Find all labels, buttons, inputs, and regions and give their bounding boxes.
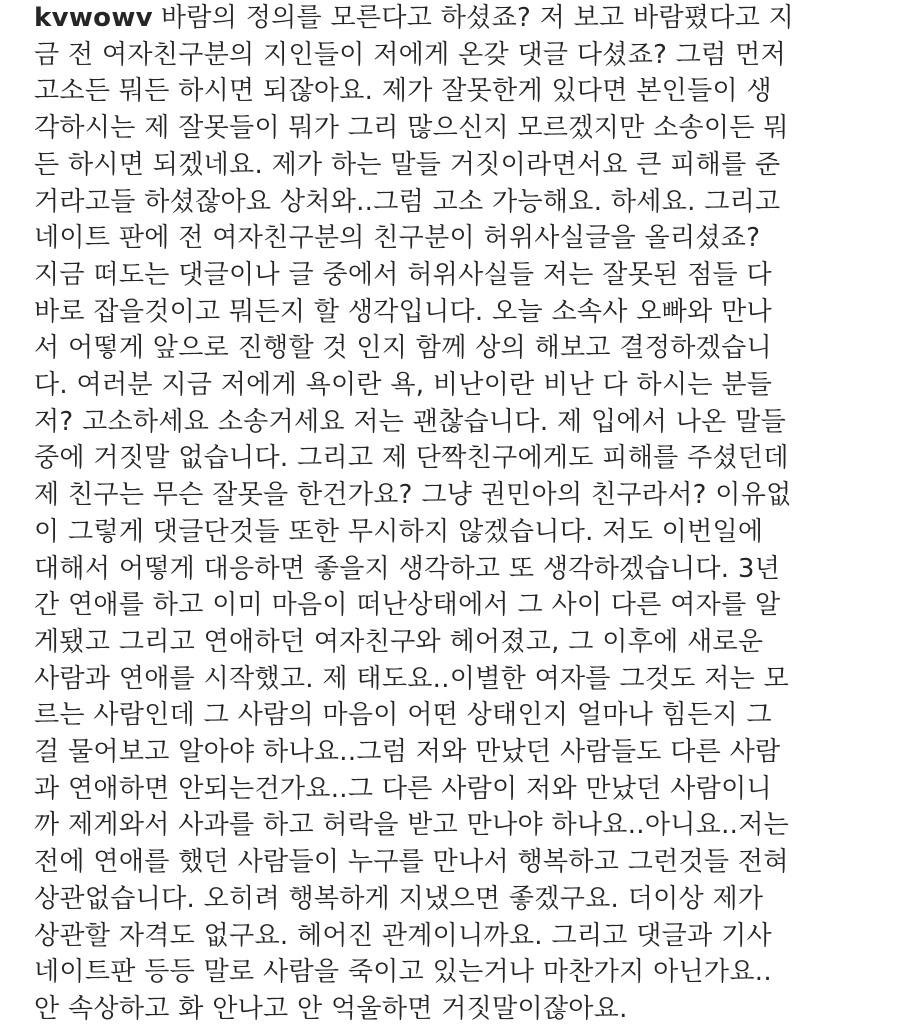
caption-line: 대해서 어떻게 대응하면 좋을지 생각하고 또 생각하겠습니다. 3년 bbox=[34, 553, 781, 584]
caption-line: 금 전 여자친구분의 지인들이 저에게 온갖 댓글 다셨죠? 그럼 먼저 bbox=[34, 39, 786, 70]
caption-line: 걸 물어보고 알아야 하나요..그럼 저와 만났던 사람들도 다른 사람 bbox=[34, 737, 781, 767]
caption-line: 다. 여러분 지금 저에게 욕이란 욕, 비난이란 비난 다 하시는 분들 bbox=[34, 370, 773, 400]
caption-line: 서 어떻게 앞으로 진행할 것 인지 함께 상의 해보고 결정하겠습니 bbox=[34, 333, 772, 364]
caption-line: 바로 잡을것이고 뭐든지 할 생각입니다. 오늘 소속사 오빠와 만나 bbox=[34, 296, 772, 327]
caption-line: 안 속상하고 화 안나고 안 억울하면 거짓말이잖아요. bbox=[34, 993, 628, 1024]
caption-line: 네이트판 등등 말로 사람을 죽이고 있는거나 마찬가지 아닌가요.. bbox=[34, 957, 772, 988]
caption-line: 네이트 판에 전 여자친구분의 친구분이 허위사실글을 올리셨죠? bbox=[34, 223, 761, 254]
caption-line: 까 제게와서 사과를 하고 허락을 받고 만나야 하나요..아니요..저는 bbox=[34, 810, 790, 841]
username-link[interactable]: kvwowv bbox=[34, 3, 153, 33]
caption-line: 전에 연애를 했던 사람들이 누구를 만나서 행복하고 그런것들 전혀 bbox=[34, 847, 789, 878]
caption-line: 제 친구는 무슨 잘못을 한건가요? 그냥 권민아의 친구라서? 이유없 bbox=[34, 480, 792, 511]
caption-line: 과 연애하면 안되는건가요..그 다른 사람이 저와 만났던 사람이니 bbox=[34, 773, 772, 804]
caption-line-text: 바람의 정의를 모른다고 하셨죠? 저 보고 바람폈다고 지 bbox=[160, 3, 795, 33]
caption-line: 사람과 연애를 시작했고. 제 태도요..이별한 여자를 그것도 저는 모 bbox=[34, 663, 790, 694]
caption-line: 지금 떠도는 댓글이나 글 중에서 허위사실들 저는 잘못된 점들 다 bbox=[34, 259, 772, 290]
caption-line: 간 연애를 하고 이미 마음이 떠난상태에서 그 사이 다른 여자를 알 bbox=[34, 590, 781, 621]
caption-line bbox=[34, 0, 794, 36]
caption-line: 든 하시면 되겠네요. 제가 하는 말들 거짓이라면서요 큰 피해를 준 bbox=[34, 149, 781, 180]
caption-line: 게됐고 그리고 연애하던 여자친구와 헤어졌고, 그 이후에 새로운 bbox=[34, 626, 764, 657]
caption-line: 상관없습니다. 오히려 행복하게 지냈으면 좋겠구요. 더이상 제가 bbox=[34, 883, 764, 914]
caption-line: 고소든 뭐든 하시면 되잖아요. 제가 잘못한게 있다면 본인들이 생 bbox=[34, 76, 772, 107]
caption-line: 상관할 자격도 없구요. 헤어진 관계이니까요. 그리고 댓글과 기사 bbox=[34, 920, 772, 951]
caption-line: 각하시는 제 잘못들이 뭐가 그리 많으신지 모르겠지만 소송이든 뭐 bbox=[34, 113, 789, 144]
caption-line: 거라고들 하셨잖아요 상처와..그럼 고소 가능해요. 하세요. 그리고 bbox=[34, 186, 781, 217]
caption-line: 르는 사람인데 그 사람의 마음이 어떤 상태인지 얼마나 힘든지 그 bbox=[34, 700, 772, 731]
caption-line: 저? 고소하세요 소송거세요 저는 괜찮습니다. 제 입에서 나온 말들 bbox=[34, 406, 786, 437]
caption-line: 중에 거짓말 없습니다. 그리고 제 단짝친구에게도 피해를 주셨던데 bbox=[34, 443, 789, 474]
caption-line: 이 그렇게 댓글단것들 또한 무시하지 않겠습니다. 저도 이번일에 bbox=[34, 516, 764, 547]
